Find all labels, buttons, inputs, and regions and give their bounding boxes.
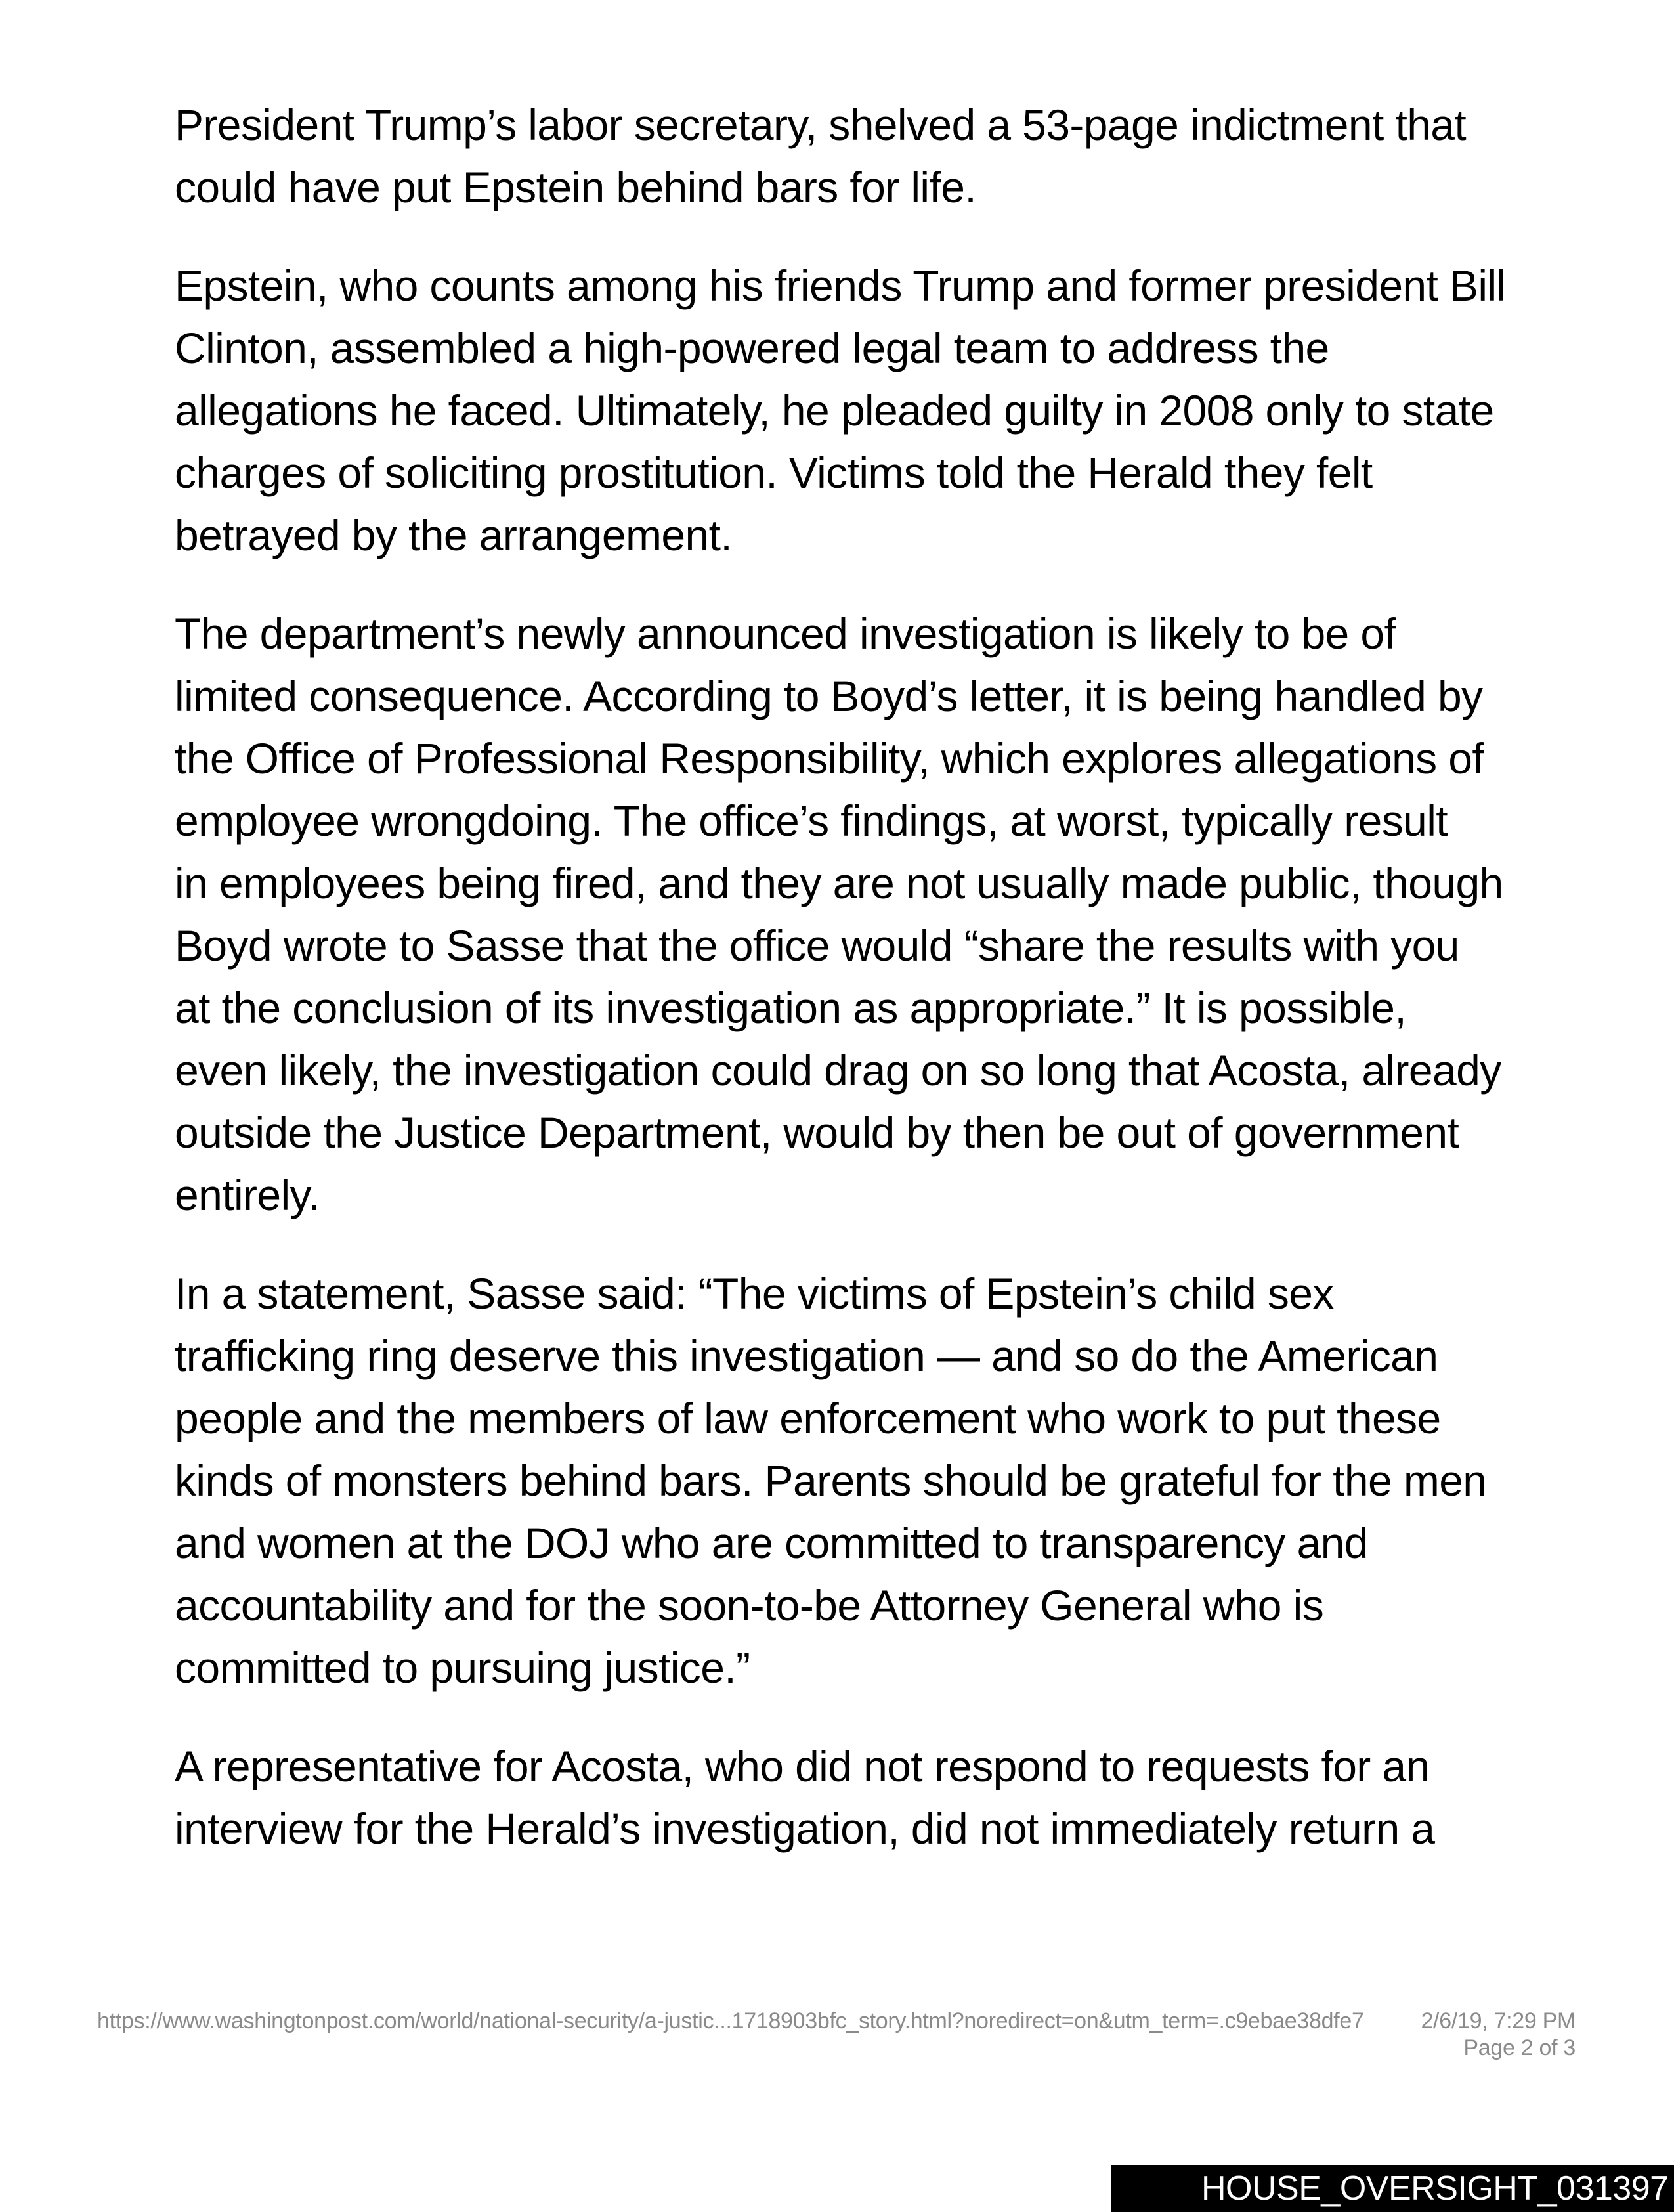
footer-page-indicator: Page 2 of 3 xyxy=(1463,2035,1576,2060)
paragraph-line: Clinton, assembled a high-powered legal team to address the xyxy=(175,324,1329,372)
paragraph-line: in employees being fired, and they are not usually made public, though xyxy=(175,859,1503,907)
paragraph-line: betrayed by the arrangement. xyxy=(175,511,733,559)
paragraph-line: In a statement, Sasse said: “The victims of Epstein’s child sex xyxy=(175,1269,1334,1318)
paragraph-line: at the conclusion of its investigation as appropriate.” It is possible, xyxy=(175,984,1407,1032)
paragraph-line: The department’s newly announced investigation is likely to be of xyxy=(175,609,1396,658)
paragraph-line: the Office of Professional Responsibility, which explores allegations of xyxy=(175,734,1484,783)
paragraph xyxy=(175,1263,1632,1699)
paragraph-line: entirely. xyxy=(175,1171,320,1219)
paragraph-line: A representative for Acosta, who did not respond to requests for an xyxy=(175,1742,1430,1790)
paragraph xyxy=(175,1735,1632,1860)
paragraph-line: could have put Epstein behind bars for life. xyxy=(175,163,977,211)
paragraph-line: allegations he faced. Ultimately, he pleaded guilty in 2008 only to state xyxy=(175,386,1494,435)
paragraph-line: accountability and for the soon-to-be Attorney General who is xyxy=(175,1581,1324,1630)
paragraph-line: employee wrongdoing. The office’s findings, at worst, typically result xyxy=(175,796,1448,845)
paragraph-line: people and the members of law enforcement who work to put these xyxy=(175,1394,1441,1442)
paragraph-line: trafficking ring deserve this investigation — and so do the American xyxy=(175,1332,1438,1380)
footer-url: https://www.washingtonpost.com/world/national-security/a-justic...1718903bfc_story.html?noredirect=on&utm_term=.c9ebae38dfe7 xyxy=(97,2008,1364,2033)
paragraph-line: kinds of monsters behind bars. Parents should be grateful for the men xyxy=(175,1456,1487,1505)
paragraph-line: interview for the Herald’s investigation, did not immediately return a xyxy=(175,1804,1435,1853)
paragraph-line: committed to pursuing justice.” xyxy=(175,1643,750,1692)
paragraph-line: charges of soliciting prostitution. Victims told the Herald they felt xyxy=(175,448,1373,497)
article-body xyxy=(175,94,1632,1896)
footer-datetime: 2/6/19, 7:29 PM xyxy=(1421,2008,1576,2033)
paragraph-line: and women at the DOJ who are committed to transparency and xyxy=(175,1519,1368,1567)
paragraph-line: Boyd wrote to Sasse that the office would “share the results with you xyxy=(175,921,1459,970)
bates-stamp xyxy=(1111,2165,1674,2212)
paragraph xyxy=(175,603,1632,1226)
paragraph-line: limited consequence. According to Boyd’s letter, it is being handled by xyxy=(175,672,1483,720)
paragraph-line: even likely, the investigation could drag on so long that Acosta, already xyxy=(175,1046,1501,1095)
footer-right-block xyxy=(1421,2008,1576,2062)
paragraph-line: President Trump’s labor secretary, shelved a 53-page indictment that xyxy=(175,100,1467,149)
paragraph-line: Epstein, who counts among his friends Trump and former president Bill xyxy=(175,261,1506,310)
bates-stamp-label: HOUSE_OVERSIGHT_031397 xyxy=(1201,2169,1669,2207)
paragraph-line: outside the Justice Department, would by then be out of government xyxy=(175,1108,1459,1157)
paragraph xyxy=(175,94,1632,219)
paragraph xyxy=(175,255,1632,567)
